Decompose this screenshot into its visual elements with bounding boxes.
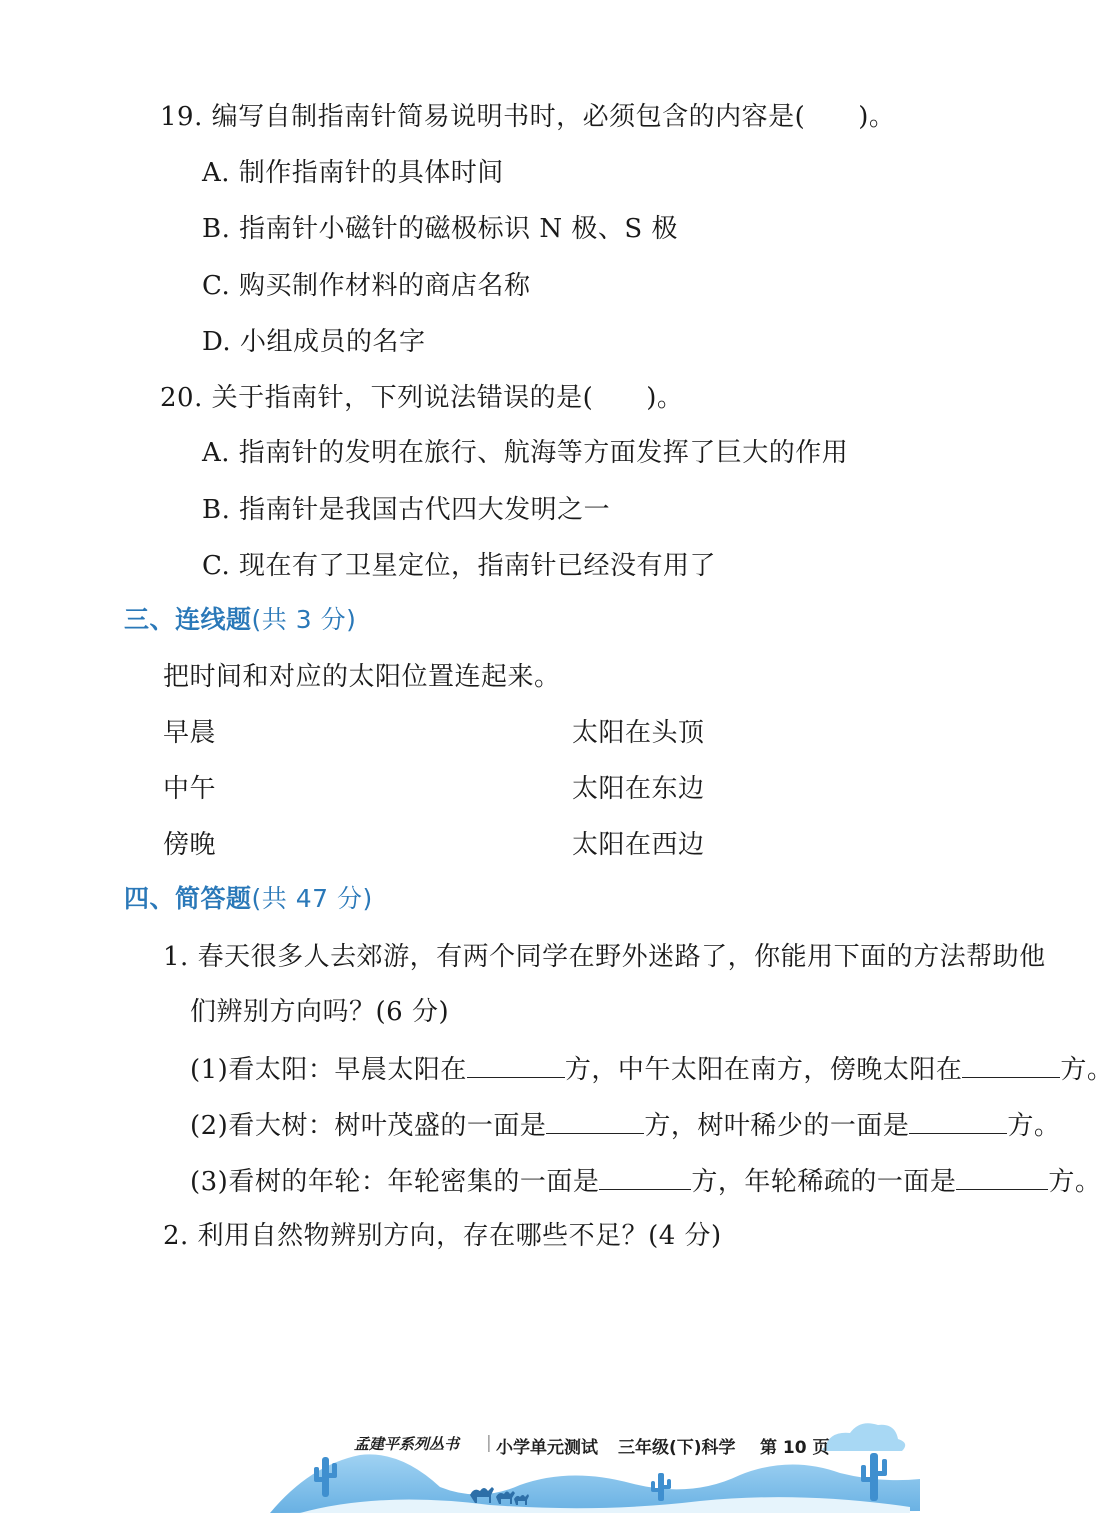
section-3-instruction: 把时间和对应的太阳位置连起来。 [163,662,561,692]
sub2-text-a: (2)看大树：树叶茂盛的一面是 [190,1111,547,1141]
answer-blank-lush-side[interactable] [546,1109,644,1134]
question-4-2: 2. 利用自然物辨别方向，存在哪些不足？(4 分) [163,1221,722,1251]
sub1-text-a: (1)看太阳：早晨太阳在 [190,1055,467,1085]
question-4-1-line2: 们辨别方向吗？(6 分) [190,997,450,1027]
section-3-points: (共 3 分) [251,605,357,634]
cloud-icon [822,1423,905,1451]
question-4-1-line1: 1. 春天很多人去郊游，有两个同学在野外迷路了，你能用下面的方法帮助他 [163,942,1046,972]
question-19-option-a: A. 制作指南针的具体时间 [202,158,504,188]
section-3-heading [124,604,356,636]
question-20-option-a: A. 指南针的发明在旅行、航海等方面发挥了巨大的作用 [202,438,849,468]
section-4-points: (共 47 分) [251,884,373,913]
question-19-option-c: C. 购买制作材料的商店名称 [202,271,531,301]
question-19-option-b: B. 指南针小磁针的磁极标识 N 极、S 极 [202,214,678,244]
sub3-text-a: (3)看树的年轮：年轮密集的一面是 [190,1167,600,1197]
footer-page-number: 第 10 页 [760,1438,830,1458]
question-4-1-sub3 [190,1165,1101,1198]
answer-blank-sparse-rings[interactable] [956,1165,1048,1190]
question-4-1-sub1 [190,1053,1113,1086]
question-19-option-d: D. 小组成员的名字 [202,327,426,357]
answer-blank-evening-sun[interactable] [962,1053,1060,1078]
sub1-text-c: 方。 [1060,1055,1113,1085]
match-right-east: 太阳在东边 [572,774,705,804]
question-19-stem: 19. 编写自制指南针简易说明书时，必须包含的内容是( )。 [160,102,896,132]
section-4-title: 四、简答题 [124,884,252,913]
match-right-west: 太阳在西边 [572,830,705,860]
answer-blank-morning-sun[interactable] [467,1053,565,1078]
section-4-heading [124,883,373,915]
match-right-overhead: 太阳在头顶 [572,718,705,748]
footer-grade-subject: 三年级(下)科学 [618,1438,736,1458]
question-20-stem: 20. 关于指南针，下列说法错误的是( )。 [160,383,684,413]
sub2-text-b: 方，树叶稀少的一面是 [644,1111,910,1141]
sub3-text-b: 方，年轮稀疏的一面是 [691,1167,957,1197]
answer-blank-sparse-side[interactable] [909,1109,1007,1134]
question-20-option-b: B. 指南针是我国古代四大发明之一 [202,495,611,525]
match-left-evening: 傍晚 [163,830,217,860]
footer-series-name: 孟建平系列丛书 [354,1435,460,1453]
section-3-title: 三、连线题 [124,605,252,634]
footer-divider: | [486,1433,492,1453]
page-footer [270,1395,920,1523]
sub1-text-b: 方，中午太阳在南方，傍晚太阳在 [564,1055,963,1085]
match-left-noon: 中午 [163,774,217,804]
match-left-morning: 早晨 [163,718,217,748]
sub3-text-c: 方。 [1048,1167,1102,1197]
footer-book-title: 小学单元测试 [496,1438,598,1458]
question-4-1-sub2 [190,1109,1060,1142]
sub2-text-c: 方。 [1007,1111,1061,1141]
answer-blank-dense-rings[interactable] [599,1165,691,1190]
question-20-option-c: C. 现在有了卫星定位，指南针已经没有用了 [202,551,716,581]
footer-landscape-decoration [270,1395,920,1523]
